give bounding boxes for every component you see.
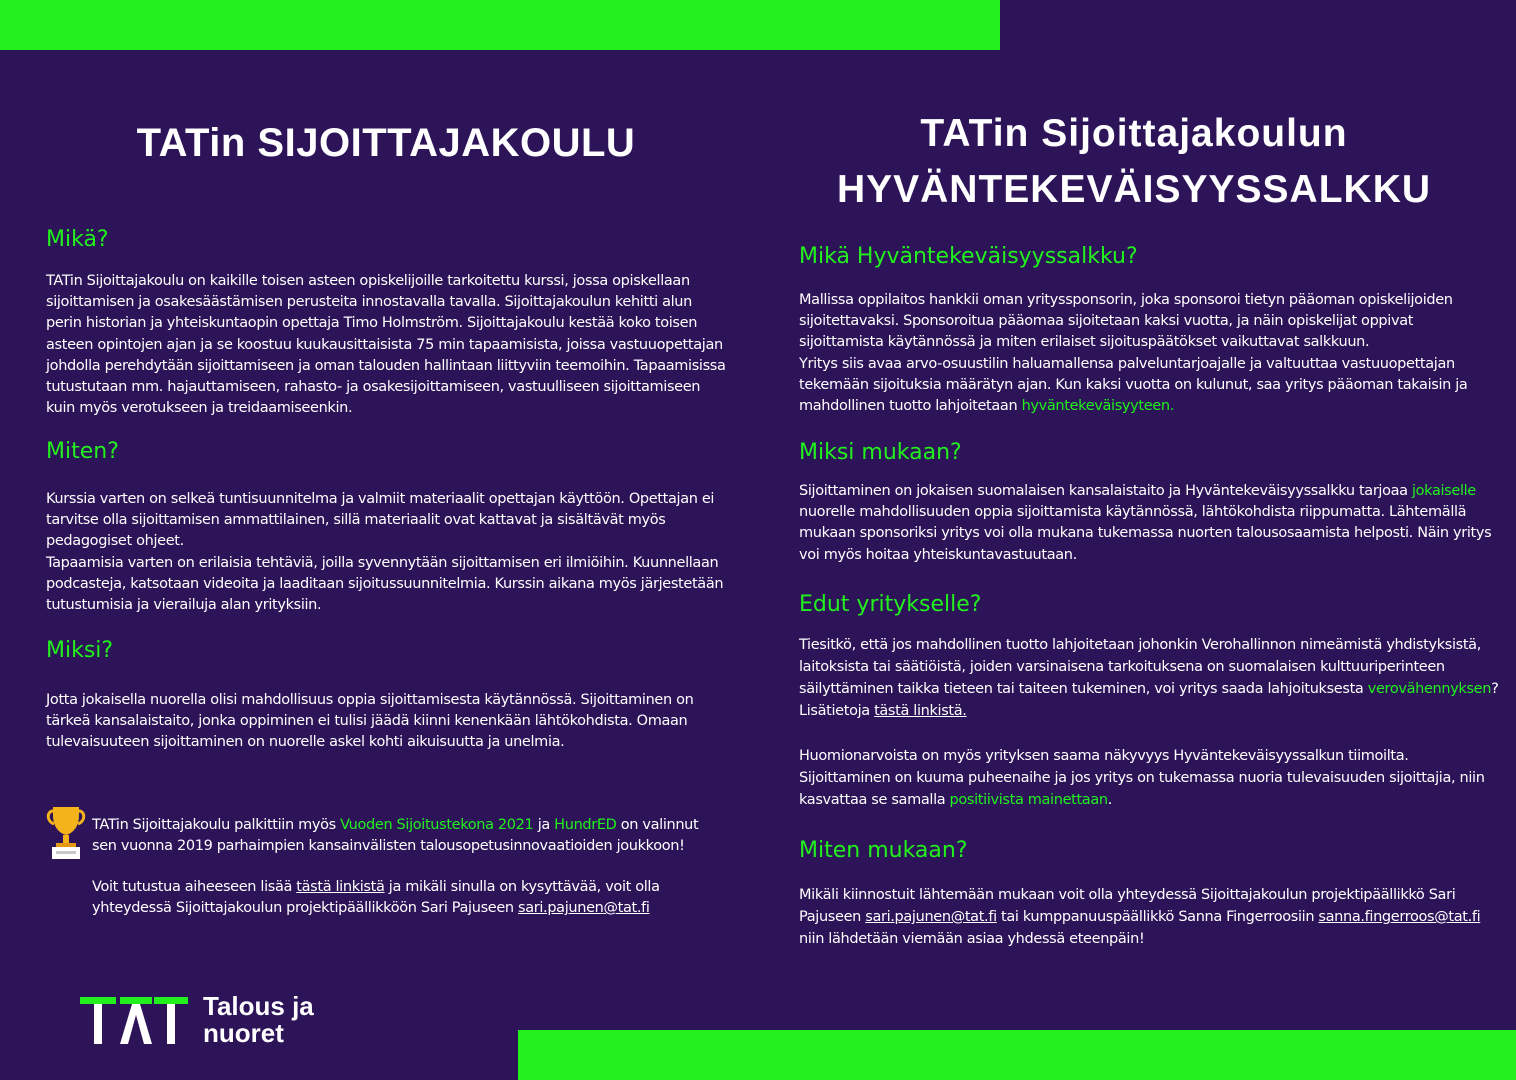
right-edut-mid: ? Lisätietoja [799, 681, 1499, 719]
right-edut-link[interactable]: tästä linkistä. [874, 703, 967, 719]
right-text-mika-2 [799, 354, 1499, 418]
email-link-sari[interactable]: sari.pajunen@tat.fi [518, 900, 650, 917]
right-text-miksi [799, 481, 1499, 566]
left-heading-miten: Miten? [46, 439, 119, 464]
tat-logo-text [203, 993, 314, 1047]
left-award-text [92, 815, 722, 857]
right-edut2-post: . [1107, 792, 1112, 808]
left-text-miksi: Jotta jokaisella nuorella olisi mahdollisuus oppia sijoittamisesta käytännössä. Sijoittaminen on tärkeä kansalaistaito, jonka oppiminen ei tulisi jäädä kiinni kenenkään lähtökohdista. Omaan tulevaisuuteen sijoittaminen on nuorelle askel kohti aikuisuutta ja unelmia. [46, 692, 694, 751]
logo-line-2: nuoret [203, 1018, 284, 1048]
right-title-line-2: HYVÄNTEKEVÄISYYSSALKKU [836, 168, 1432, 211]
award-link-vuoden-sijoitusteko[interactable]: Vuoden Sijoitustekona 2021 [340, 817, 534, 833]
top-accent-bar [0, 0, 1000, 50]
award-link-hundred[interactable]: HundrED [554, 817, 617, 833]
award-text-pre: TATin Sijoittajakoulu palkittiin myös [92, 817, 341, 833]
left-text-miten [46, 489, 726, 616]
logo-line-1: Talous ja [203, 991, 314, 1021]
more-text-pre: Voit tutustua aiheeseen lisää [92, 879, 297, 895]
right-heading-miten: Miten mukaan? [799, 838, 968, 863]
left-title: TATin SIJOITTAJAKOULU [136, 121, 636, 165]
award-text-post: on valinnut sen vuonna 2019 parhaimpien kansainvälisten talousopetusinnovaatioiden joukkoon! [92, 817, 699, 855]
right-heading-miksi: Miksi mukaan? [799, 440, 962, 465]
left-text-miten-2: Tapaamisia varten on erilaisia tehtäviä, joilla syvennytään sijoittamisen eri ilmiöihin. Kuunnellaan podcasteja, katsotaan videoita ja laaditaan sijoitussuunnitelmia. Kurssin aikana myös järjestetään tutustumisia ja vierailuja alan yrityksiin. [46, 554, 724, 614]
award-text-mid: ja [533, 817, 555, 833]
left-text-miten-1: Kurssia varten on selkeä tuntisuunnitelma ja valmiit materiaalit opettajan käyttöön. Opettajan ei tarvitse olla sijoittamisen ammattilainen, sillä materiaalit ovat kattavat ja sisältävät myös pedagogiset ohjeet. [46, 491, 715, 550]
right-miksi-green: jokaiselle [1411, 483, 1476, 499]
bottom-accent-bar [518, 1030, 1516, 1080]
right-heading-mika: Mikä Hyväntekeväisyyssalkku? [799, 244, 1138, 269]
right-miksi-pre: Sijoittaminen on jokaisen suomalaisen kansalaistaito ja Hyväntekeväisyyssalkku tarjoaa [799, 483, 1412, 499]
left-heading-mika: Mikä? [46, 227, 109, 252]
right-miten-post: niin lähdetään viemään asiaa yhdessä eteenpäin! [799, 931, 1145, 947]
trophy-icon [46, 805, 86, 861]
right-heading-edut: Edut yritykselle? [799, 592, 982, 617]
right-text-mika-1: Mallissa oppilaitos hankkii oman yrityssponsorin, joka sponsoroi tietyn pääoman opiskelijoiden sijoitettavaksi. Sponsoroitua pääomaa sijoitetaan kaksi vuotta, ja näin opiskelijat oppivat sijoittamista käytännössä ja miten erilaiset sijoituspäätökset vaikuttavat salkkuun. [799, 292, 1453, 351]
left-heading-miksi: Miksi? [46, 638, 114, 663]
right-text-edut [799, 634, 1499, 722]
right-text-miten [799, 884, 1499, 950]
right-edut-green: verovähennyksen [1367, 681, 1492, 697]
right-edut2-green: positiivista mainettaan [949, 792, 1108, 808]
more-text-mid: ja mikäli sinulla on kysyttävää, voit olla yhteydessä Sijoittajakoulun projektipäällikköön Sari Pajuseen [92, 879, 660, 917]
right-text-mika-2-body: Yritys siis avaa arvo-osuustilin haluamallensa palveluntarjoajalle ja valtuuttaa vastuuopettajan tekemään sijoituksia määrätyn ajan. Kun kaksi vuotta on kulunut, saa yritys pääoman takaisin ja mahdollinen tuotto lahjoitetaan [799, 355, 1468, 415]
tat-logo [80, 993, 320, 1051]
right-miten-mid: tai kumppanuuspäällikkö Sanna Fingerroosiin [996, 909, 1319, 925]
right-edut-pre: Tiesitkö, että jos mahdollinen tuotto lahjoitetaan johonkin Verohallinnon nimeämistä yhdistyksistä, laitoksista tai säätiöistä, joiden varsinaisena tarkoituksena on suomalaisen kulttuuriperinteen säilyttäminen taikka tieteen tai taiteen tukeminen, voi yritys saada lahjoituksesta [799, 637, 1481, 697]
right-text-mika [799, 290, 1499, 417]
more-info-link[interactable]: tästä linkistä [296, 879, 385, 895]
right-text-mika-green: hyväntekeväisyyteen. [1021, 398, 1174, 415]
right-text-edut-2 [799, 745, 1499, 811]
right-miksi-post: nuorelle mahdollisuuden oppia sijoittamista käytännössä, lähtökohdista riippumatta. Lähtemällä mukaan sponsoriksi yritys voi olla mukana tukemassa nuorten talousosaamista helposti. Näin yritys voi myös hoitaa yhteiskuntavastuutaan. [799, 504, 1492, 563]
left-text-mika: TATin Sijoittajakoulu on kaikille toisen asteen opiskelijoille tarkoitettu kurssi, jossa opiskellaan sijoittamisen ja osakesäästämisen perusteita innostavalla tavalla. Sijoittajakoulun kehitti alun perin historian ja yhteiskuntaopin opettaja Timo Holmström. Sijoittajakoulu kestää koko toisen asteen opintojen ajan ja se koostuu kuukausittaisista 75 min tapaamisista, joissa vastuuopettajan johdolla perehdytään sijoittamiseen ja oman talouden hallintaan liittyviin teemoihin. Tapaamisissa tutustutaan mm. hajauttamiseen, rahasto- ja osakesijoittamiseen, vastuulliseen sijoittamiseen kuin myös verotukseen ja treidaamiseenkin. [46, 273, 726, 417]
right-edut2-pre: Huomionarvoista on myös yrityksen saama näkyvyys Hyväntekeväisyyssalkun tiimoilta. Sijoittaminen on kuuma puheenaihe ja jos yritys on tukemassa nuoria tulevaisuuden sijoittajia, niin kasvattaa se samalla [799, 748, 1485, 808]
left-more-info-text [92, 877, 722, 919]
right-title [799, 106, 1469, 218]
email-link-sari-right[interactable]: sari.pajunen@tat.fi [865, 909, 997, 925]
right-title-line-1: TATin Sijoittajakoulun [920, 112, 1348, 155]
tat-logo-mark [80, 993, 190, 1047]
right-miten-pre: Mikäli kiinnostuit lähtemään mukaan voit olla yhteydessä Sijoittajakoulun projektipäällikkö Sari Pajuseen [799, 887, 1456, 925]
email-link-sanna[interactable]: sanna.fingerroos@tat.fi [1318, 909, 1481, 925]
